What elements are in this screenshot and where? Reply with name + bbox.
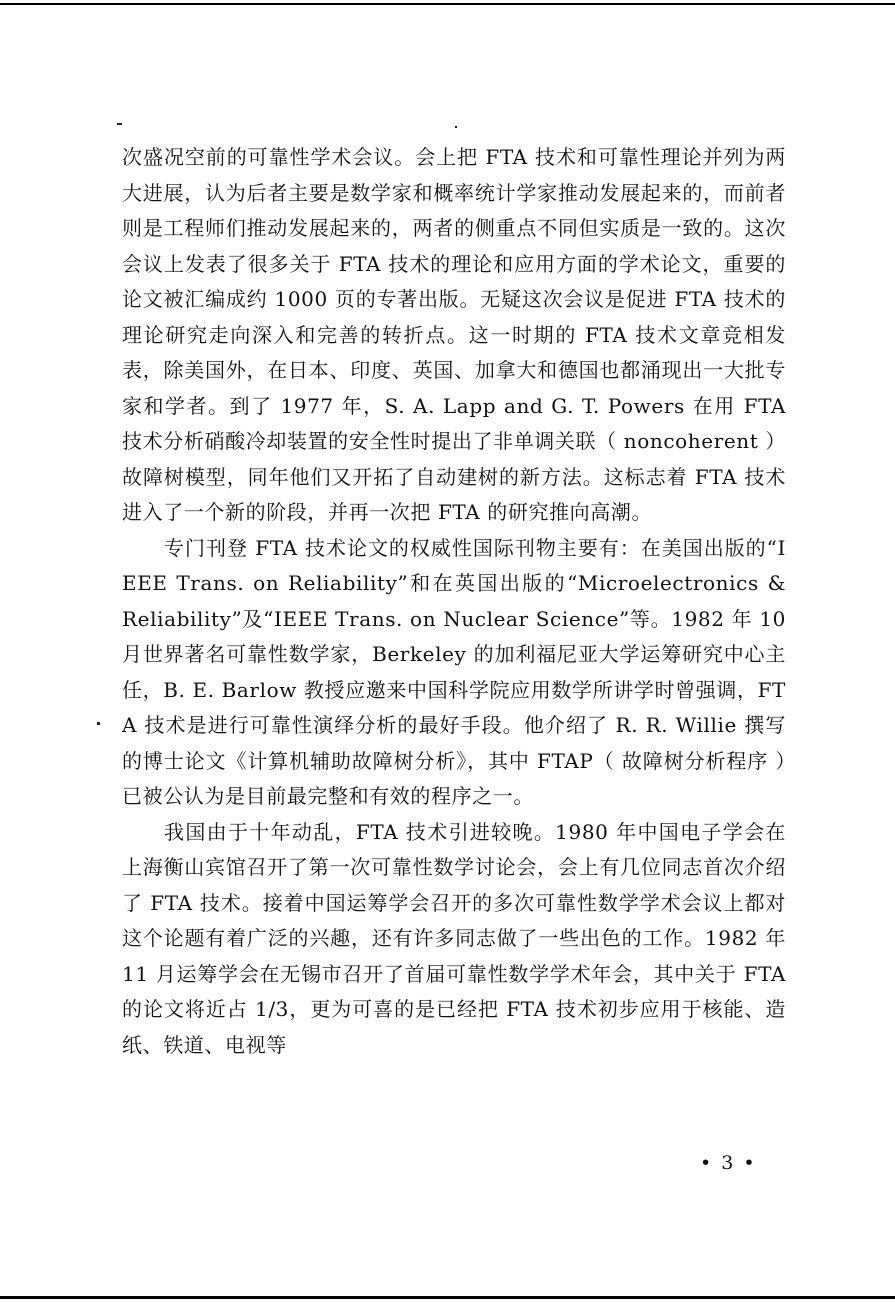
scan-speck: [117, 123, 122, 125]
page-body: [122, 140, 786, 1063]
paragraph-1: 次盛况空前的可靠性学术会议。会上把 FTA 技术和可靠性理论并列为两大进展，认为后者主要是数学家和概率统计学家推动发展起来的，而前者则是工程师们推动发展起来的，两者的侧重点不同但实质是一致的。这次会议上发表了很多关于 FTA 技术的理论和应用方面的学术论文，重要的论文被汇编成约 1000 页的专著出版。无疑这次会议是促进 FTA 技术的理论研究走向深入和完善的转折点。这一时期的 FTA 技术文章竞相发表，除美国外，在日本、印度、英国、加拿大和德国也都涌现出一大批专家和学者。到了 1977 年，S. A. Lapp and G. T. Powers 在用 FTA 技术分析硝酸冷却装置的安全性时提出了非单调关联（ noncoherent ）故障树模型，同年他们又开拓了自动建树的新方法。这标志着 FTA 技术进入了一个新的阶段，并再一次把 FTA 的研究推向高潮。: [122, 145, 786, 524]
scan-speck: [455, 126, 457, 128]
top-border-line: [0, 3, 895, 5]
bottom-border-line: [0, 1296, 895, 1299]
scan-speck: [97, 722, 100, 725]
paragraph-3: 我国由于十年动乱，FTA 技术引进较晚。1980 年中国电子学会在上海衡山宾馆召开了第一次可靠性数学讨论会，会上有几位同志首次介绍了 FTA 技术。接着中国运筹学会召开的多次可靠性数学学术会议上都对这个论题有着广泛的兴趣，还有许多同志做了一些出色的工作。1982 年 11 月运筹学会在无锡市召开了首届可靠性数学学术年会，其中关于 FTA 的论文将近占 1/3，更为可喜的是已经把 FTA 技术初步应用于核能、造纸、铁道、电视等: [122, 819, 786, 1057]
page-number: • 3 •: [700, 1152, 757, 1174]
paragraph-2: 专门刊登 FTA 技术论文的权威性国际刊物主要有：在美国出版的“IEEE Trans. on Reliability”和在英国出版的“Microelectronics & Reliability”及“IEEE Trans. on Nuclear Science”等。1982 年 10 月世界著名可靠性数学家，Berkeley 的加利福尼亚大学运筹研究中心主任，B. E. Barlow 教授应邀来中国科学院应用数学所讲学时曾强调，FTA 技术是进行可靠性演绎分析的最好手段。他介绍了 R. R. Willie 撰写的博士论文《计算机辅助故障树分析》，其中 FTAP（ 故障树分析程序 ）已被公认为是目前最完整和有效的程序之一。: [122, 535, 786, 808]
